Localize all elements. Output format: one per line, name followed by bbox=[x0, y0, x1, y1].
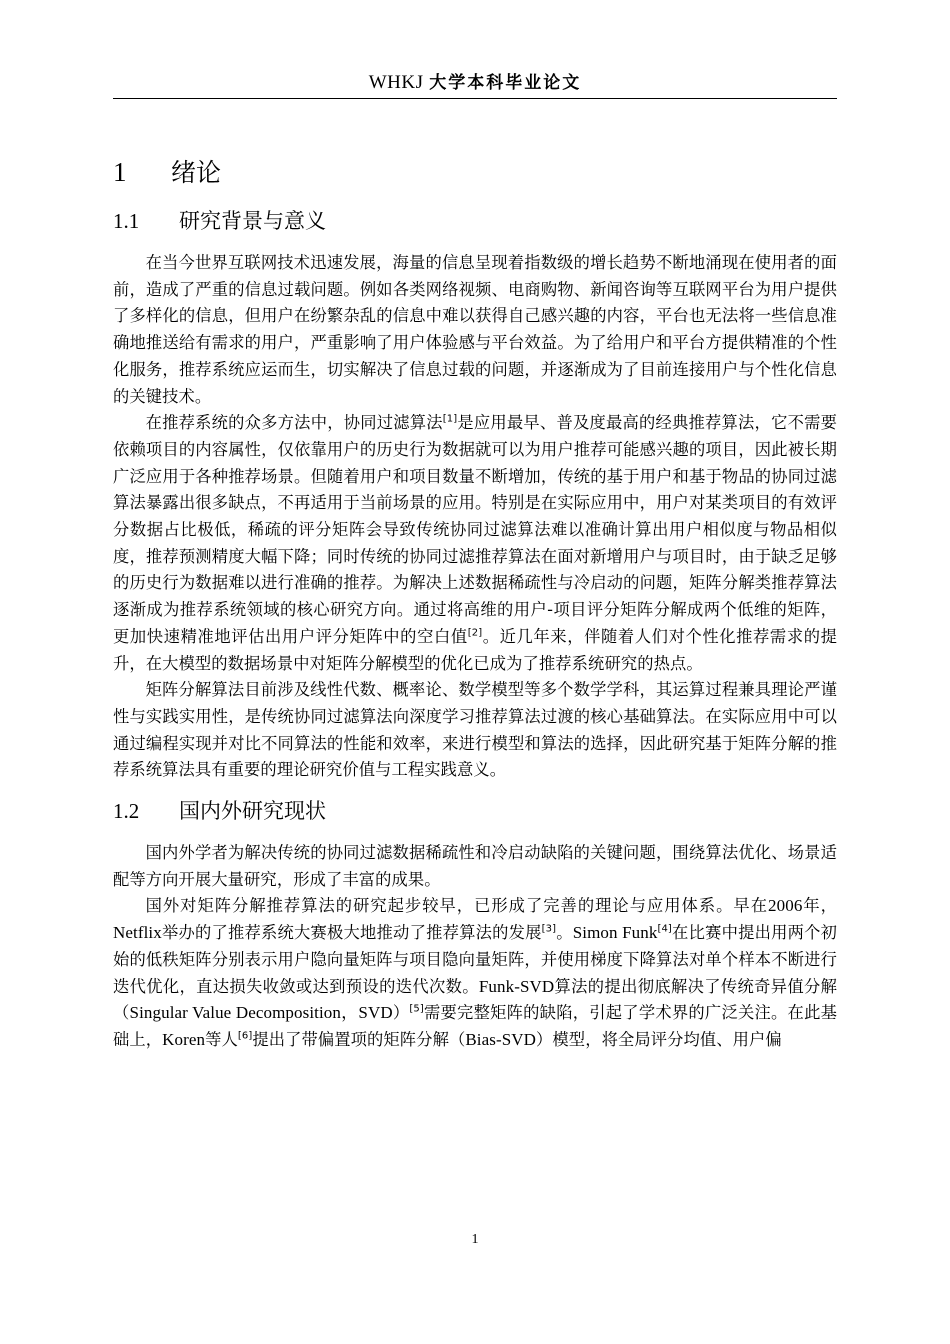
text-run: ） bbox=[392, 1003, 410, 1023]
text-run: Koren bbox=[162, 1029, 206, 1049]
text-run: ）模型，将全局评分均值、用户偏 bbox=[536, 1029, 782, 1049]
citation: [1] bbox=[442, 413, 458, 425]
text-run: 国外对矩阵分解推荐算法的研究起步较早，已形成了完善的理论与应用体系。早在 bbox=[145, 896, 769, 916]
text-run: Singular Value Decomposition，SVD bbox=[129, 1003, 393, 1023]
section-heading-1-2 bbox=[113, 794, 837, 828]
text-run: 在推荐系统的众多方法中，协同过滤算法 bbox=[145, 413, 443, 433]
section-heading-1-1 bbox=[113, 204, 837, 238]
section-number: 1.1 bbox=[113, 209, 140, 233]
text-run: 2006 bbox=[768, 896, 803, 916]
citation: [5] bbox=[409, 1003, 424, 1015]
text-run: Funk-SVD bbox=[478, 976, 555, 996]
section-title: 研究背景与意义 bbox=[179, 209, 326, 233]
paragraph bbox=[113, 410, 837, 677]
paragraph: 矩阵分解算法目前涉及线性代数、概率论、数学模型等多个数学学科，其运算过程兼具理论严谨性与实践实用性，是传统协同过滤算法向深度学习推荐算法过渡的核心基础算法。在实际应用中可以通过编程实现并对比不同算法的性能和效率，来进行模型和算法的选择，因此研究基于矩阵分解的推荐系统算法具有重要的理论研究价值与工程实践意义。 bbox=[113, 680, 837, 780]
header-title: 大学本科毕业论文 bbox=[429, 73, 582, 93]
text-run: 需要完整矩阵的缺陷，引起了学术界的广泛关注。在此基础上， bbox=[113, 1003, 837, 1049]
chapter-heading bbox=[113, 152, 837, 192]
body-content bbox=[113, 152, 837, 1054]
text-run: 。 bbox=[556, 923, 573, 943]
text-run: 举办的了推荐系统大赛极大地推动了推荐算法的发展 bbox=[161, 923, 542, 943]
text-run: 是应用最早、普及度最高的经典推荐算法，它不需要依赖项目的内容属性，仅依靠用户的历史行为数据就可以为用户推荐可能感兴趣的项目，因此被长期广泛应用于各种推荐场景。但随着用户和项目数量不断增加，传统的基于用户和基于物品的协同过滤算法暴露出很多缺点，不再适用于当前场景的应用。特别是在实际应用中，用户对某类项目的有效评分数据占比极低，稀疏的评分矩阵会导致传统协同过滤算法难以准确计算出用户相似度与物品相似度，推荐预测精度大幅下降；同时传统的协同过滤推荐算法在面对新增用户与项目时，由于缺乏足够的历史行为数据难以进行准确的推荐。为解决上述数据稀疏性与冷启动的问题，矩阵分解类推荐算法逐渐成为推荐系统领域的核心研究方向。通过将高维的用户-项目评分矩阵分解成两个低维的矩阵，更加快速精准地评估出用户评分矩阵中的空白值 bbox=[113, 413, 837, 646]
citation: [2] bbox=[467, 627, 483, 639]
section-number: 1.2 bbox=[113, 799, 140, 824]
text-run: 提出了带偏置项的矩阵分解（ bbox=[252, 1029, 466, 1049]
chapter-number: 1 bbox=[113, 157, 127, 187]
paragraph: 国内外学者为解决传统的协同过滤数据稀疏性和冷启动缺陷的关键问题，围绕算法优化、场景适配等方向开展大量研究，形成了丰富的成果。 bbox=[113, 843, 837, 889]
header-school-code: WHKJ bbox=[368, 72, 424, 93]
citation: [6] bbox=[237, 1030, 253, 1042]
text-run: Netflix bbox=[113, 923, 162, 943]
text-run: 。近几年来，伴随着人们对个性化推荐需求的提升，在大模型的数据场景中对矩阵分解模型的优化已成为了推荐系统研究的热点。 bbox=[113, 626, 837, 673]
citation: [4] bbox=[657, 923, 672, 935]
paragraph: 在当今世界互联网技术迅速发展，海量的信息呈现着指数级的增长趋势不断地涌现在使用者的面前，造成了严重的信息过载问题。例如各类网络视频、电商购物、新闻咨询等互联网平台为用户提供了多样化的信息，但用户在纷繁杂乱的信息中难以获得自己感兴趣的内容，平台也无法将一些信息准确地推送给有需求的用户，严重影响了用户体验感与平台效益。为了给用户和平台方提供精准的个性化服务，推荐系统应运而生，切实解决了信息过载的问题，并逐渐成为了目前连接用户与个性化信息的关键技术。 bbox=[113, 253, 837, 406]
text-run: 算法的提出彻底解决了传统奇异值分解（ bbox=[113, 976, 838, 1023]
section-title: 国内外研究现状 bbox=[179, 799, 326, 824]
page-number: 1 bbox=[471, 1232, 479, 1247]
text-run: Simon Funk bbox=[572, 923, 658, 943]
text-run: 等人 bbox=[205, 1029, 238, 1049]
running-header bbox=[113, 70, 837, 99]
text-run: 年， bbox=[802, 896, 838, 916]
text-run: 在比赛中提出用两个初始的低秩矩阵分别表示用户隐向量矩阵与项目隐向量矩阵，并使用梯度下降算法对单个样本不断进行迭代优化，直达损失收敛或达到预设的迭代次数。 bbox=[113, 923, 837, 996]
text-run: Bias-SVD bbox=[465, 1029, 537, 1049]
paragraph bbox=[113, 893, 837, 1053]
chapter-title: 绪论 bbox=[171, 158, 222, 187]
citation: [3] bbox=[541, 923, 557, 935]
